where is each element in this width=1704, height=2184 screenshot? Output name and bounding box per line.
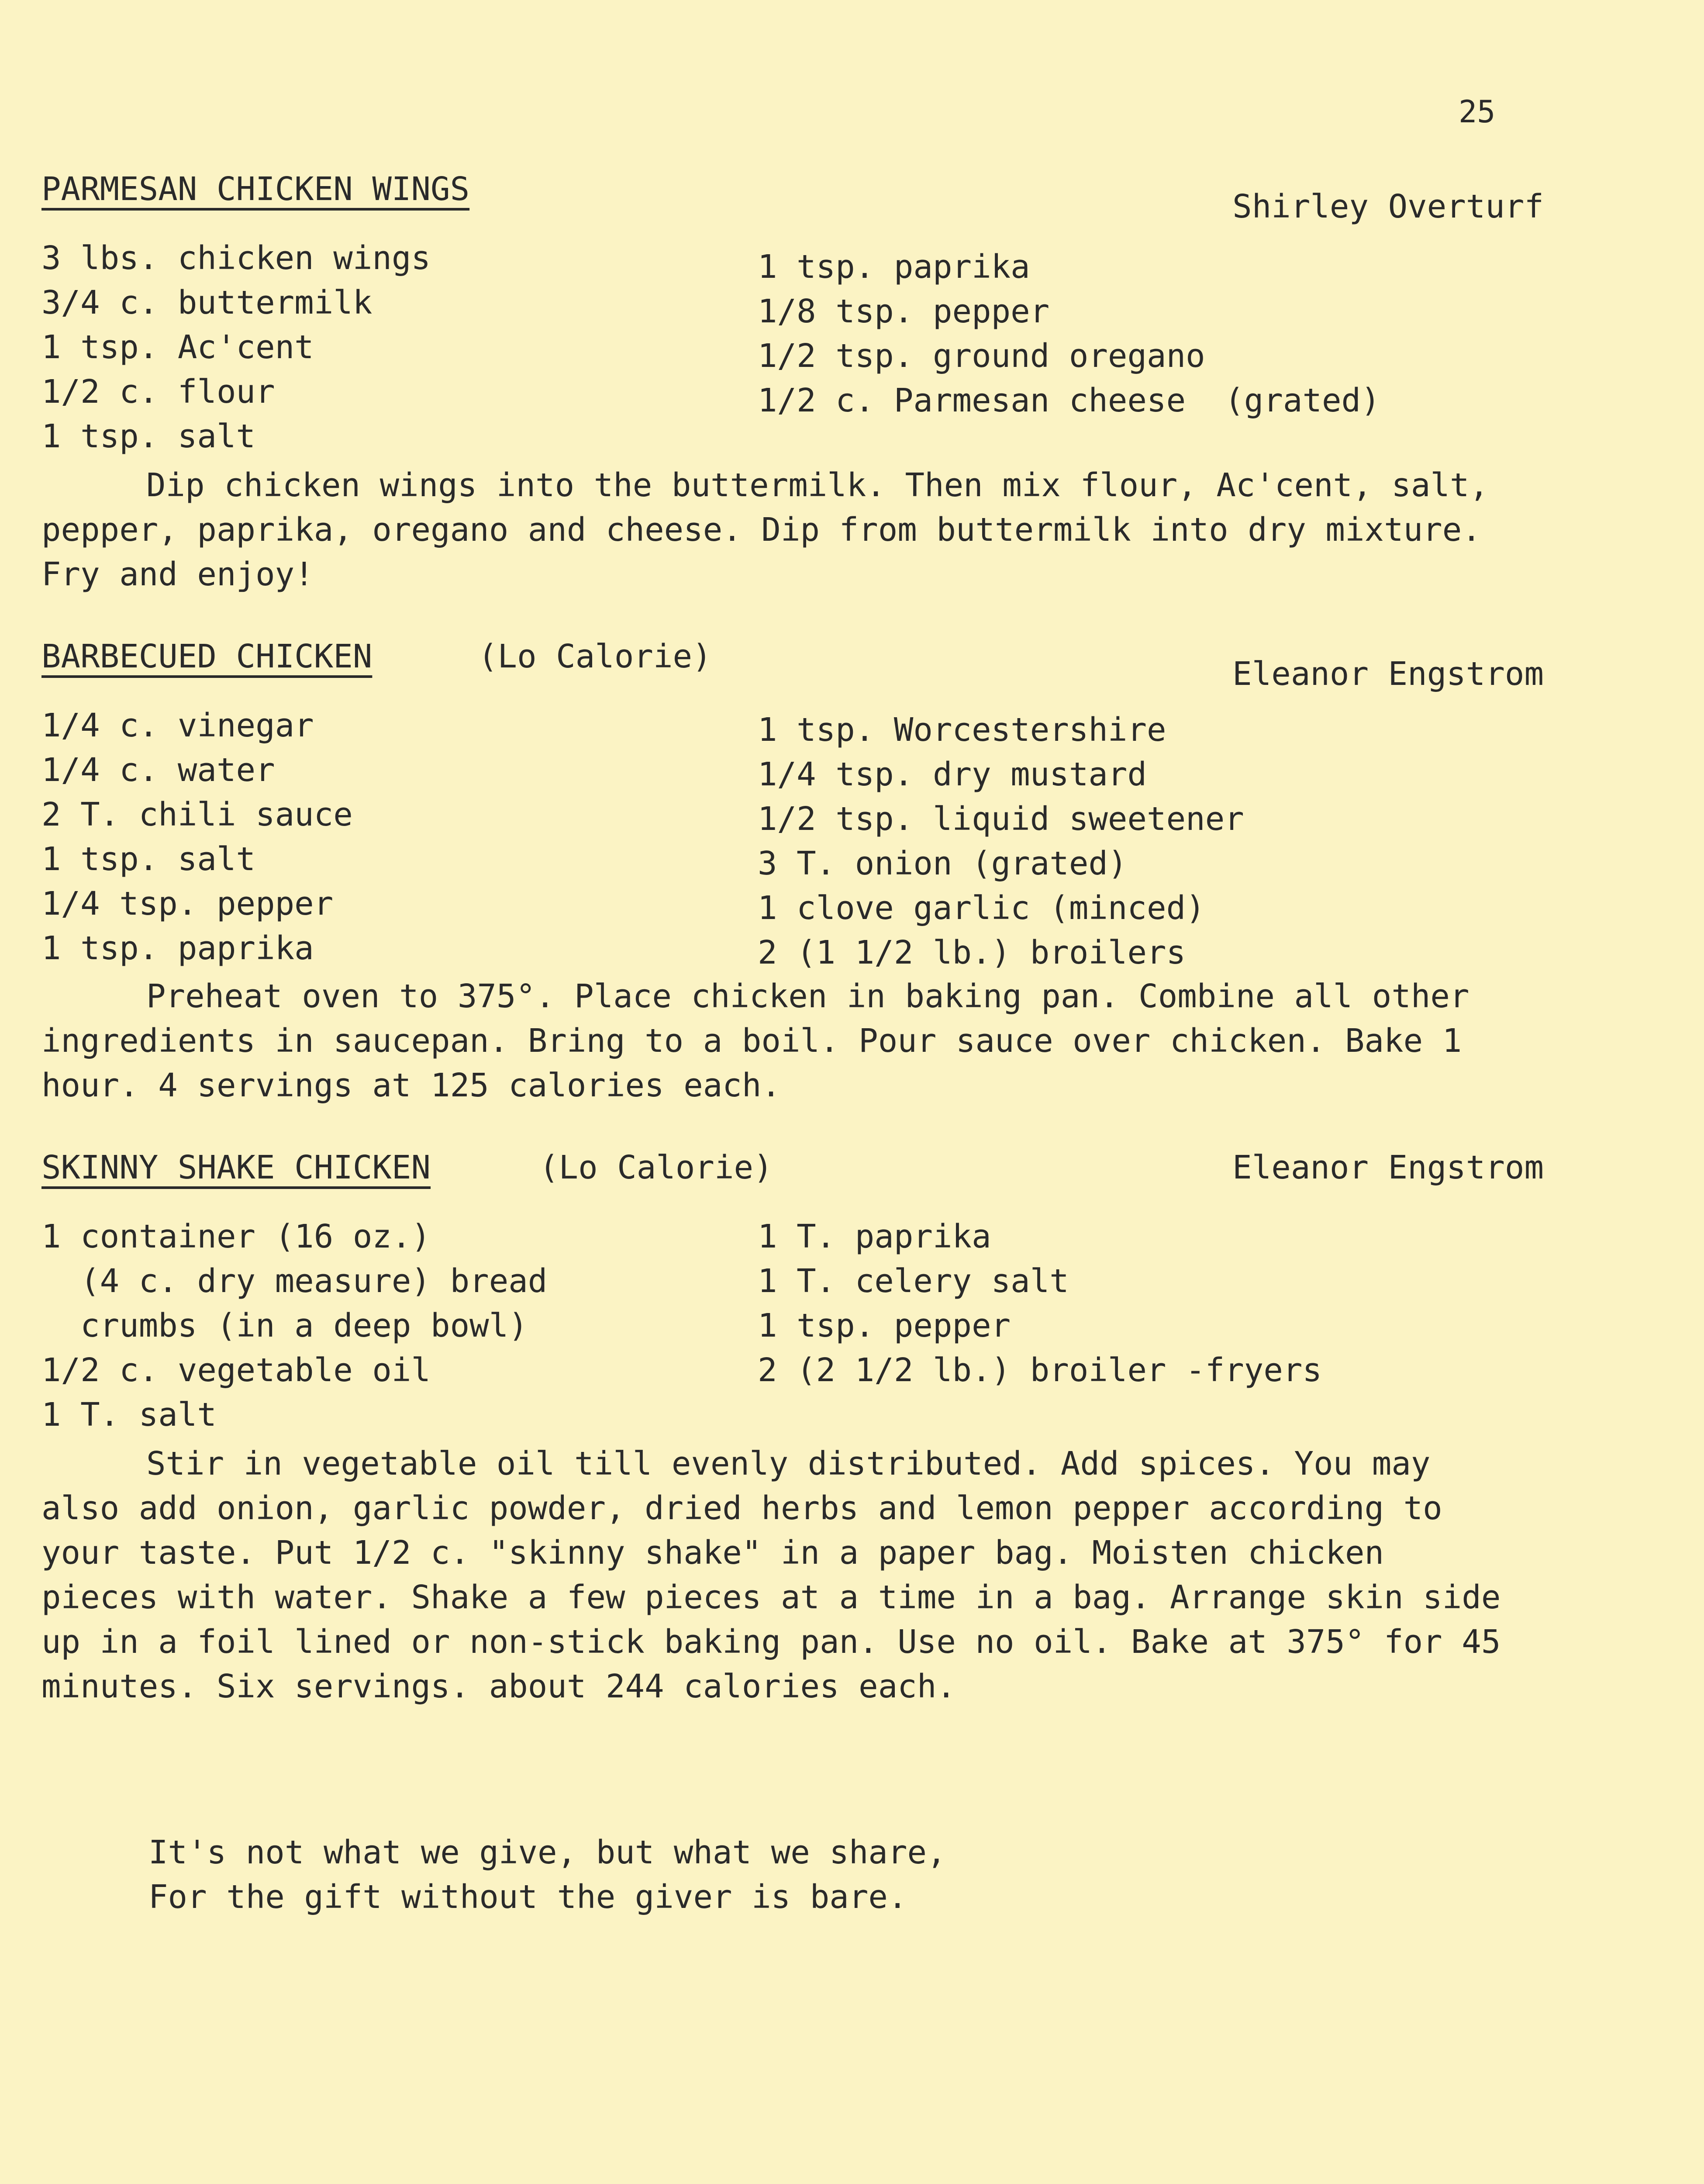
ingredient: 1 clove garlic (minced) xyxy=(758,889,1205,927)
recipe-parmesan-chicken-wings xyxy=(41,170,1544,597)
ingredient: 1/2 tsp. liquid sweetener xyxy=(758,800,1244,838)
ingredients xyxy=(41,236,1544,463)
ingredient: 3 lbs. chicken wings xyxy=(41,239,431,277)
ingredient: 1 tsp. Ac'cent xyxy=(41,328,314,366)
ingredient: 2 (1 1/2 lb.) broilers xyxy=(758,934,1186,971)
ingredient: 1 T. celery salt xyxy=(758,1262,1069,1300)
page-number: 25 xyxy=(1459,94,1496,130)
ingredients xyxy=(41,1214,1544,1441)
recipe-directions: Stir in vegetable oil till evenly distributed. Add spices. You may also add onion, garlic powder, dried herbs and lemon pepper according to your taste. Put 1/2 c. "skinny shake" in a paper bag. Moisten chicken pieces with water. Shake a few pieces at a time in a bag. Arrange skin side up in a foil lined or non-stick baking pan. Use no oil. Bake at 375° for 45 minutes. Six servings. about 244 calories each. xyxy=(41,1445,1501,1705)
ingredients-left xyxy=(41,236,431,459)
ingredient: 3 T. onion (grated) xyxy=(758,845,1128,882)
ingredient: 1 tsp. salt xyxy=(41,840,256,878)
ingredients-left xyxy=(41,703,353,971)
ingredient: 1/2 c. vegetable oil xyxy=(41,1351,431,1389)
recipe-title: SKINNY SHAKE CHICKEN xyxy=(41,1149,431,1186)
ingredient: 1/4 c. water xyxy=(41,751,275,789)
verse-line: For the gift without the giver is bare. xyxy=(148,1878,907,1916)
ingredient: (4 c. dry measure) bread xyxy=(41,1262,548,1300)
ingredient: 1/2 c. flour xyxy=(41,373,275,411)
ingredient: 1 tsp. pepper xyxy=(758,1307,1011,1344)
ingredient: 1 tsp. paprika xyxy=(758,248,1030,286)
recipe-author: Eleanor Engstrom xyxy=(1232,655,1544,693)
ingredient: 1/2 tsp. ground oregano xyxy=(758,337,1205,375)
recipe-author: Shirley Overturf xyxy=(1232,188,1544,225)
ingredient: 1/8 tsp. pepper xyxy=(758,293,1050,330)
ingredient: 3/4 c. buttermilk xyxy=(41,284,373,321)
recipe-header xyxy=(41,1149,1544,1214)
ingredient: 2 T. chili sauce xyxy=(41,796,353,833)
recipe-note: (Lo Calorie) xyxy=(478,638,712,675)
ingredient: 2 (2 1/2 lb.) broiler -fryers xyxy=(758,1351,1322,1389)
recipe-note: (Lo Calorie) xyxy=(539,1149,773,1186)
ingredient: 1 tsp. paprika xyxy=(41,930,314,967)
ingredient: 1/4 tsp. dry mustard xyxy=(758,756,1147,793)
closing-verse xyxy=(148,1830,946,1919)
ingredient: 1 container (16 oz.) xyxy=(41,1218,431,1255)
recipe-title: PARMESAN CHICKEN WINGS xyxy=(41,170,470,208)
recipe-directions: Preheat oven to 375°. Place chicken in baking pan. Combine all other ingredients in saucepan. Bring to a boil. Pour sauce over chicken. Bake 1 hour. 4 servings at 125 calories each. xyxy=(41,978,1469,1104)
recipe-header xyxy=(41,638,1544,703)
recipe-skinny-shake-chicken xyxy=(41,1149,1544,1709)
verse-line: It's not what we give, but what we share, xyxy=(148,1834,946,1871)
ingredients-right xyxy=(758,708,1244,975)
ingredient: 1/2 c. Parmesan cheese (grated) xyxy=(758,382,1380,419)
ingredient: 1/4 tsp. pepper xyxy=(41,885,334,923)
ingredients-left xyxy=(41,1214,547,1437)
ingredient: 1 tsp. salt xyxy=(41,418,256,455)
recipe-header xyxy=(41,170,1544,236)
ingredients-right xyxy=(758,1214,1322,1393)
ingredients-right xyxy=(758,245,1380,423)
recipe-barbecued-chicken xyxy=(41,638,1544,1108)
ingredient: crumbs (in a deep bowl) xyxy=(41,1307,528,1344)
recipe-directions: Dip chicken wings into the buttermilk. Then mix flour, Ac'cent, salt, pepper, paprika, oregano and cheese. Dip from buttermilk into dry mixture. Fry and enjoy! xyxy=(41,467,1489,593)
ingredient: 1 tsp. Worcestershire xyxy=(758,711,1166,749)
recipe-author: Eleanor Engstrom xyxy=(1232,1149,1544,1186)
recipe-title: BARBECUED CHICKEN xyxy=(41,638,373,675)
ingredients xyxy=(41,703,1544,974)
ingredient: 1/4 c. vinegar xyxy=(41,707,314,744)
ingredient: 1 T. paprika xyxy=(758,1218,991,1255)
ingredient: 1 T. salt xyxy=(41,1396,217,1434)
